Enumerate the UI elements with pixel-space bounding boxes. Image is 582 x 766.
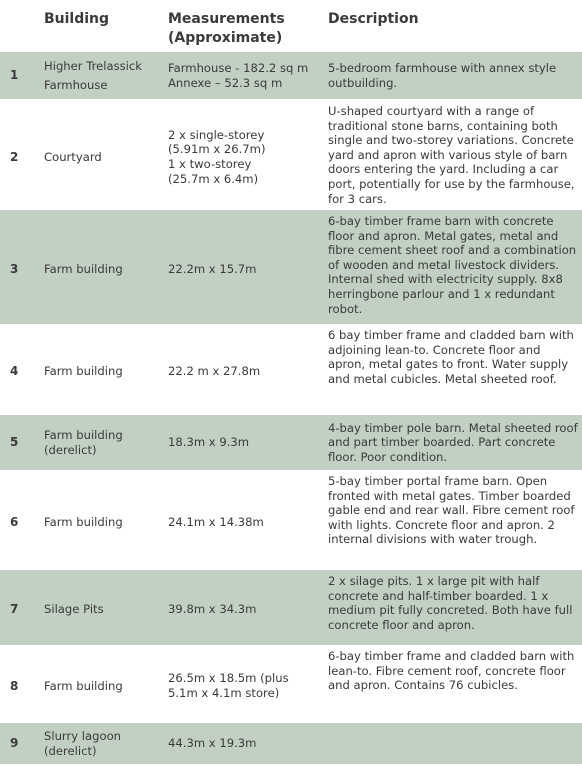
header-building: Building [44, 11, 110, 27]
building-name: Farm building (derelict) [44, 427, 123, 457]
description: 5-bedroom farmhouse with annex style outbuilding. [328, 60, 557, 90]
row-number: 2 [10, 149, 19, 164]
building-name: Farm building [44, 261, 123, 276]
building-name: Courtyard [44, 149, 102, 164]
measurements: 24.1m x 14.38m [168, 514, 264, 529]
header-num [0, 10, 36, 52]
row-number: 1 [10, 68, 19, 83]
measurements: 26.5m x 18.5m (plus 5.1m x 4.1m store) [168, 671, 289, 700]
description: 5-bay timber portal frame barn. Open fronted with metal gates. Timber boarded gable end and rear wall. Fibre cement roof with lights. Concrete floor and apron. 2 internal divisions with water trough. [328, 474, 575, 547]
building-name: Farm building [44, 678, 123, 693]
measurements: 2 x single-storey (5.91m x 26.7m) 1 x two-storey (25.7m x 6.4m) [168, 127, 266, 186]
measurements: 44.3m x 19.3m [168, 736, 257, 751]
row-number: 5 [10, 435, 19, 450]
building-name: Silage Pits [44, 602, 104, 617]
description: 6-bay timber frame barn with concrete floor and apron. Metal gates, metal and fibre cement sheet roof and a combination of wooden and metal livestock dividers. Internal shed with electricity supply. 8x8 herringbone parlour and 1 x redundant robot. [328, 214, 577, 316]
measurements: 18.3m x 9.3m [168, 435, 250, 450]
header-description: Description [328, 11, 419, 27]
row-number: 8 [10, 678, 19, 693]
table-row [0, 324, 582, 415]
description: 6-bay timber frame and cladded barn with lean-to. Fibre cement roof, concrete floor and apron. Contains 76 cubicles. [328, 649, 575, 693]
description: 6 bay timber frame and cladded barn with adjoining lean-to. Concrete floor and apron, metal gates to front. Water supply and metal cubicles. Metal sheeted roof. [328, 328, 574, 386]
row-number: 7 [10, 602, 19, 617]
row-number: 6 [10, 514, 19, 529]
measurements: 22.2m x 15.7m [168, 261, 257, 276]
table-row [0, 570, 582, 645]
table-row [0, 645, 582, 723]
row-number: 9 [10, 736, 19, 751]
table-header [0, 0, 582, 52]
table-row [0, 415, 582, 470]
building-name: Higher Trelassick Farmhouse [44, 58, 142, 92]
row-number: 3 [10, 261, 19, 276]
table-row [0, 99, 582, 210]
measurements: Farmhouse - 182.2 sq m Annexe – 52.3 sq m [168, 60, 309, 90]
header-measurements: Measurements (Approximate) [168, 11, 285, 46]
building-name: Farm building [44, 364, 123, 379]
table-row [0, 470, 582, 570]
description: U-shaped courtyard with a range of traditional stone barns, containing both single and two-storey variations. Concrete yard and apron with various style of barn doors entering the yard. Including a car port, potentially for use by the farmhouse, for 3 cars. [328, 104, 575, 206]
table-row [0, 723, 582, 764]
table-row [0, 52, 582, 99]
measurements: 39.8m x 34.3m [168, 602, 257, 617]
description: 2 x silage pits. 1 x large pit with half concrete and half-timber boarded. 1 x medium pit fully concreted. Both have full concrete floor and apron. [328, 574, 573, 632]
row-number: 4 [10, 364, 19, 379]
building-name: Slurry lagoon (derelict) [44, 728, 122, 758]
description: 4-bay timber pole barn. Metal sheeted roof and part timber boarded. Part concrete floor. Poor condition. [328, 420, 578, 464]
building-name: Farm building [44, 514, 123, 529]
table-row [0, 210, 582, 324]
measurements: 22.2 m x 27.8m [168, 364, 261, 379]
